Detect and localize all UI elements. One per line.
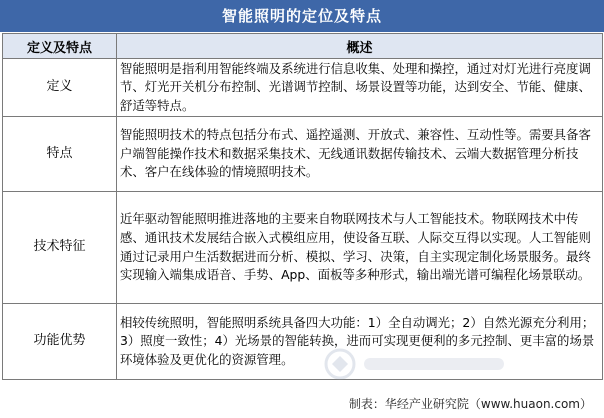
table-header-row (3, 34, 603, 59)
row-label-features: 特点 (3, 117, 117, 192)
table-row (3, 304, 603, 380)
column-header-definition: 定义及特点 (3, 34, 117, 59)
row-text-advantages: 相较传统照明，智能照明系统具备四大功能：1）全自动调光；2）自然光源充分利用；3）照度一致性；4）光场景的智能转换，进而可实现更便利的多元控制、更丰富的场景环境体验及更优化的资源管理。 (117, 304, 603, 380)
definition-table (2, 33, 603, 380)
row-text-definition: 智能照明是指利用智能终端及系统进行信息收集、处理和操控，通过对灯光进行亮度调节、灯光开关机分布控制、光谱调节控制、场景设置等功能，达到安全、节能、健康、舒适等特点。 (117, 59, 603, 117)
row-label-definition: 定义 (3, 59, 117, 117)
row-label-technology: 技术特征 (3, 192, 117, 304)
row-text-technology: 近年驱动智能照明推进落地的主要来自物联网技术与人工智能技术。物联网技术中传感、通讯技术发展结合嵌入式模组应用，使设备互联、人际交互得以实现。人工智能则通过记录用户生活数据进而分析、模拟、学习、决策，自主实现定制化场景服务。最终实现输入端集成语音、手势、App、面板等多种形式，输出端光谱可编程化场景联动。 (117, 192, 603, 304)
source-credit: 制表：华经产业研究院（www.huaon.com） (348, 397, 592, 411)
table-row (3, 59, 603, 117)
table-row (3, 192, 603, 304)
row-label-advantages: 功能优势 (3, 304, 117, 380)
row-text-features: 智能照明技术的特点包括分布式、遥控遥测、开放式、兼容性、互动性等。需要具备客户端智能操作技术和数据采集技术、无线通讯数据传输技术、云端大数据管理分析技术、客户在线体验的情境照明技术。 (117, 117, 603, 192)
page-title: 智能照明的定位及特点 (0, 0, 604, 32)
column-header-overview: 概述 (117, 34, 603, 59)
table-row (3, 117, 603, 192)
